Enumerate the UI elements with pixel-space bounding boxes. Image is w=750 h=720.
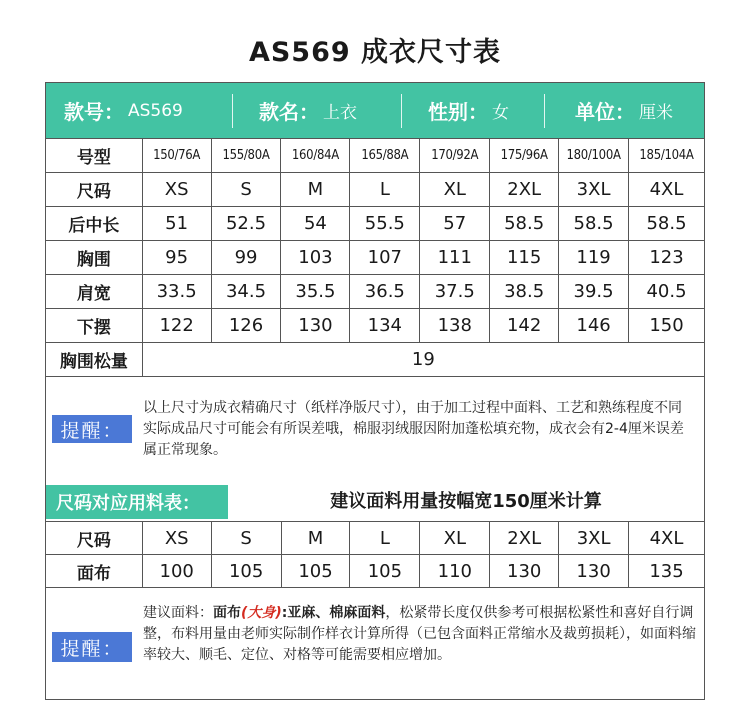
row-label: 号型: [46, 139, 143, 173]
table-row: [46, 522, 705, 555]
fabric-table: [45, 521, 705, 588]
fabric-word: 面布: [213, 605, 241, 621]
table-row: [46, 241, 705, 275]
table-cell: 54: [281, 207, 350, 241]
table-cell: M: [281, 522, 350, 555]
table-cell: 105: [281, 555, 350, 588]
fabric-prefix: 建议面料：: [143, 605, 213, 621]
size-code-cell: 175/96A: [490, 139, 559, 173]
table-cell: 115: [490, 241, 559, 275]
reminder-note-1: [46, 376, 704, 485]
table-cell: 38.5: [490, 275, 559, 309]
table-cell: 4XL: [629, 173, 705, 207]
table-cell: 37.5: [420, 275, 490, 309]
table-cell: 134: [350, 309, 420, 343]
table-row: [46, 275, 705, 309]
table-cell: XL: [420, 522, 490, 555]
table-row: [46, 139, 705, 173]
unit-value: 厘米: [639, 103, 673, 123]
table-cell: 130: [559, 555, 629, 588]
table-cell: S: [211, 173, 281, 207]
table-cell: 57: [420, 207, 490, 241]
reminder-badge: 提醒：: [52, 632, 132, 662]
table-cell: 39.5: [559, 275, 629, 309]
table-cell: 35.5: [281, 275, 350, 309]
style-name: [233, 83, 401, 138]
model-label: 款号：: [64, 100, 124, 124]
table-row: [46, 309, 705, 343]
table-cell: 146: [559, 309, 629, 343]
gender: [402, 83, 544, 138]
table-cell: 123: [629, 241, 705, 275]
gender-value: 女: [492, 103, 509, 123]
table-cell: L: [350, 522, 420, 555]
size-code-cell: 150/76A: [142, 139, 211, 173]
table-cell: 138: [420, 309, 490, 343]
table-cell: 34.5: [211, 275, 281, 309]
table-cell: 150: [629, 309, 705, 343]
table-cell: 130: [281, 309, 350, 343]
row-label: 尺码: [46, 522, 143, 555]
table-cell: 3XL: [559, 173, 629, 207]
fabric-types: :亚麻、棉麻面料: [281, 605, 386, 621]
table-cell: 103: [281, 241, 350, 275]
reminder-text: 以上尺寸为成衣精确尺寸（纸样净版尺寸），由于加工过程中面料、工艺和熟练程度不同实际成品尺寸可能会有所误差哦，棉服羽绒服因附加蓬松填充物，成衣会有2-4厘米误差属正常现象。: [143, 400, 684, 458]
table-cell: 135: [629, 555, 705, 588]
table-cell: 4XL: [629, 522, 705, 555]
table-cell: 3XL: [559, 522, 629, 555]
table-cell: 130: [490, 555, 559, 588]
row-label: 肩宽: [46, 275, 143, 309]
size-code-cell: 185/104A: [629, 139, 705, 173]
table-cell: XS: [142, 522, 211, 555]
table-cell: 55.5: [350, 207, 420, 241]
table-cell: 105: [350, 555, 420, 588]
table-cell: 58.5: [490, 207, 559, 241]
table-cell: 58.5: [559, 207, 629, 241]
name-value: 上衣: [323, 103, 357, 123]
model-value: AS569: [128, 100, 183, 121]
ease-value: 19: [142, 343, 704, 377]
info-header-bar: [46, 83, 704, 138]
table-cell: 51: [142, 207, 211, 241]
table-cell: 40.5: [629, 275, 705, 309]
fabric-section-bar: 尺码对应用料表：: [46, 485, 228, 519]
row-label: 胸围: [46, 241, 143, 275]
table-cell: 100: [142, 555, 211, 588]
table-cell: 99: [211, 241, 281, 275]
size-code-cell: 180/100A: [559, 139, 629, 173]
table-row: [46, 173, 705, 207]
table-row: [46, 207, 705, 241]
size-code-cell: 165/88A: [350, 139, 420, 173]
table-cell: L: [350, 173, 420, 207]
table-cell: 142: [490, 309, 559, 343]
table-cell: 52.5: [211, 207, 281, 241]
table-cell: 122: [142, 309, 211, 343]
row-label: 后中长: [46, 207, 143, 241]
table-cell: XL: [420, 173, 490, 207]
table-cell: 111: [420, 241, 490, 275]
size-code-cell: 160/84A: [281, 139, 350, 173]
row-label: 下摆: [46, 309, 143, 343]
size-table: [45, 138, 705, 377]
gender-label: 性别：: [428, 100, 488, 124]
table-cell: 33.5: [142, 275, 211, 309]
table-cell: 119: [559, 241, 629, 275]
unit-label: 单位：: [575, 100, 635, 124]
ease-label: 胸围松量: [46, 343, 143, 377]
table-cell: XS: [142, 173, 211, 207]
size-chart-frame: [45, 82, 705, 700]
table-cell: 107: [350, 241, 420, 275]
table-cell: M: [281, 173, 350, 207]
fabric-part: (大身): [241, 605, 282, 621]
fabric-section-title: 建议面料用量按幅宽150厘米计算: [330, 491, 602, 512]
table-cell: 2XL: [490, 173, 559, 207]
reminder-text: [143, 603, 699, 666]
reminder-note-2: [46, 588, 704, 700]
unit: [545, 83, 700, 138]
table-cell: 105: [211, 555, 281, 588]
table-cell: 126: [211, 309, 281, 343]
row-label: 尺码: [46, 173, 143, 207]
size-code-cell: 170/92A: [420, 139, 490, 173]
page-title: AS569 成衣尺寸表: [248, 37, 502, 68]
table-cell: 110: [420, 555, 490, 588]
table-cell: 36.5: [350, 275, 420, 309]
table-row: [46, 555, 705, 588]
table-row: [46, 343, 705, 377]
model-number: [46, 83, 232, 138]
table-cell: 95: [142, 241, 211, 275]
table-cell: S: [211, 522, 281, 555]
fabric-note-text: ，松紧带长度仅供参考可根据松紧性和喜好自行调整，布料用量由老师实际制作样衣计算所得（已包含面料正常缩水及裁剪损耗），如面料缩率较大、顺毛、定位、对格等可能需要相应增加。: [143, 605, 696, 663]
table-cell: 2XL: [490, 522, 559, 555]
row-label: 面布: [46, 555, 143, 588]
name-label: 款名：: [259, 100, 319, 124]
reminder-badge: 提醒：: [52, 415, 132, 443]
table-cell: 58.5: [629, 207, 705, 241]
size-code-cell: 155/80A: [211, 139, 281, 173]
